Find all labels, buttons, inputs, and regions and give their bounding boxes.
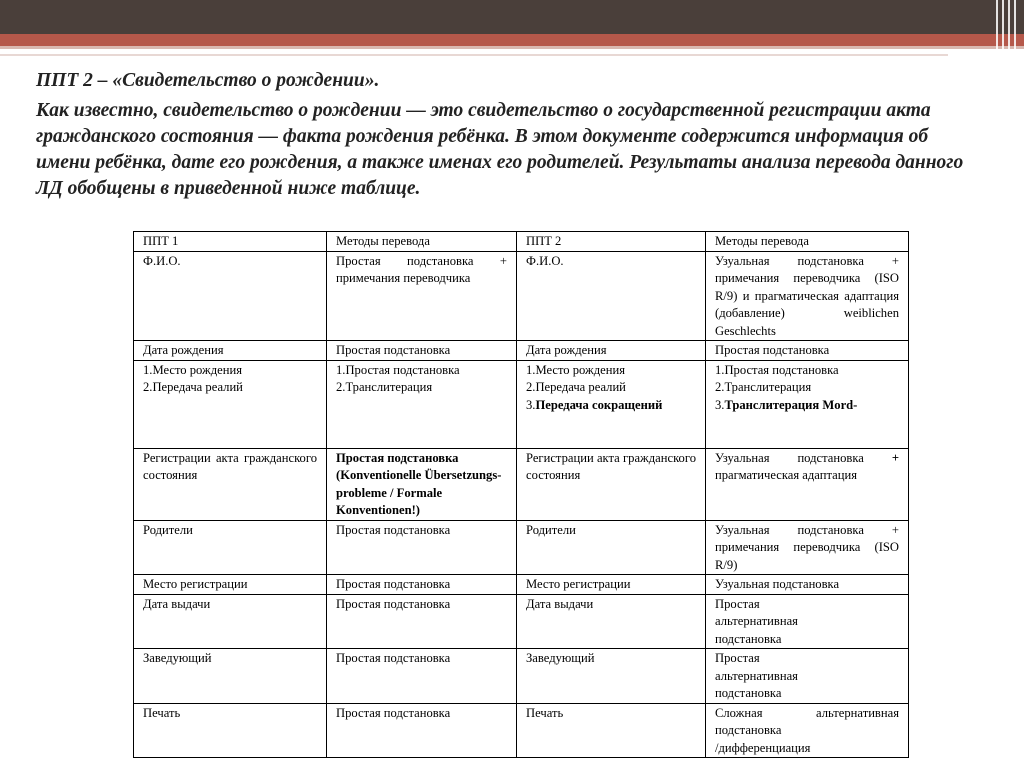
cell-line: /дифференциация (715, 740, 811, 755)
cell-line: Простая (715, 651, 760, 665)
list-text: Передача сокращений (535, 397, 663, 412)
cell-line: подстановка (715, 686, 782, 700)
header-divider (0, 54, 948, 56)
table-row (134, 251, 909, 341)
header-cell-ppt1: ППТ 1 (134, 232, 327, 252)
table-cell: Печать (517, 703, 706, 758)
table-cell: Ф.И.О. (517, 251, 706, 341)
table-cell: Узуальная подстановка (706, 575, 909, 595)
table-cell: Простая подстановка (327, 649, 517, 704)
header-band-thin (0, 46, 1024, 49)
table-cell: Регистрации акта гражданского состояния (517, 448, 706, 520)
table-row (134, 575, 909, 595)
table-row (134, 649, 909, 704)
cell-text: прагматическая адаптация (715, 468, 857, 482)
slide-title: ППТ 2 – «Свидетельство о рождении». (36, 70, 380, 91)
table-cell: Простая подстановка (Konventionelle Übersetzungs-probleme / Formale Konventionen!) (327, 448, 517, 520)
table-cell: Простая подстановка (327, 703, 517, 758)
list-item: 2.Транслитерация (715, 380, 812, 394)
table-cell: Дата рождения (517, 341, 706, 361)
table-cell: Простая подстановка (327, 594, 517, 649)
list-item (526, 397, 696, 415)
cell-line: альтернативная (715, 614, 798, 628)
header-band-accent (0, 34, 1024, 46)
table-cell: Родители (134, 520, 327, 575)
table-cell: Место регистрации (517, 575, 706, 595)
list-item: 2.Транслитерация (336, 380, 433, 394)
cell-line: Сложная альтернативная (715, 705, 899, 720)
translation-methods-table (133, 231, 909, 758)
list-item: 2.Передача реалий (526, 380, 626, 394)
table-cell: Дата рождения (134, 341, 327, 361)
table-cell (706, 649, 909, 704)
table-cell: Место регистрации (134, 575, 327, 595)
list-number: 3. (526, 397, 536, 412)
table-row (134, 520, 909, 575)
header-cell-methods-1: Методы перевода (327, 232, 517, 252)
table-cell (706, 360, 909, 448)
table-cell: Ф.И.О. (134, 251, 327, 341)
table-cell (517, 360, 706, 448)
table-cell (706, 594, 909, 649)
list-number: 3. (715, 397, 725, 412)
slide-intro: Как известно, свидетельство о рождении — это свидетельство о государственной регистрации акта гражданского состояния — факта рождения ребёнка. В этом документе содержится информация об имени ребёнка, дате его рождения, а также именах его родителей. Результаты анализа перевода данного ЛД обобщены в приведенной ниже таблице. (36, 100, 964, 199)
table-cell: Простая подстановка (327, 341, 517, 361)
cell-line: подстановка (715, 631, 782, 646)
plus-sign: + (891, 450, 899, 465)
table-cell: Узуальная подстановка + примечания переводчика (ISO R/9) и прагматическая адаптация (добавление) weiblichen Geschlechts (706, 251, 909, 341)
table-cell: Простая подстановка (706, 341, 909, 361)
table-cell: Простая подстановка + примечания переводчика (327, 251, 517, 341)
table-cell: Заведующий (134, 649, 327, 704)
table-cell: Печать (134, 703, 327, 758)
table-header-row (134, 232, 909, 252)
header-band-dark (0, 0, 1024, 34)
table-cell (327, 360, 517, 448)
table-row (134, 594, 909, 649)
list-item: 1.Место рождения (143, 362, 243, 377)
table-cell (706, 448, 909, 520)
table-cell: Простая подстановка (327, 575, 517, 595)
header-cell-ppt2: ППТ 2 (517, 232, 706, 252)
table-cell: Заведующий (517, 649, 706, 704)
table-cell: Дата выдачи (134, 594, 327, 649)
table-cell: Узуальная подстановка + примечания переводчика (ISO R/9) (706, 520, 909, 575)
header-cell-methods-2: Методы перевода (706, 232, 909, 252)
list-text: Транслитерация Mord- (724, 397, 858, 412)
table-row (134, 341, 909, 361)
table-cell: Родители (517, 520, 706, 575)
cell-line: альтернативная (715, 668, 798, 683)
cell-line: Простая (715, 596, 760, 611)
table-row (134, 448, 909, 520)
list-item: 1.Простая подстановка (336, 362, 460, 377)
table-cell: Простая подстановка (327, 520, 517, 575)
list-item: 2.Передача реалий (143, 380, 243, 394)
cell-text: Узуальная подстановка (715, 450, 892, 465)
table-row (134, 703, 909, 758)
list-item: 1.Простая подстановка (715, 362, 839, 377)
list-item: 1.Место рождения (526, 362, 626, 377)
cell-line: подстановка (715, 723, 782, 737)
table-cell: Дата выдачи (517, 594, 706, 649)
header-decoration (990, 0, 1024, 72)
table-cell: Регистрации акта гражданского состояния (134, 448, 327, 520)
table-cell (706, 703, 909, 758)
table-cell (134, 360, 327, 448)
table-row (134, 360, 909, 448)
list-item (715, 397, 899, 415)
